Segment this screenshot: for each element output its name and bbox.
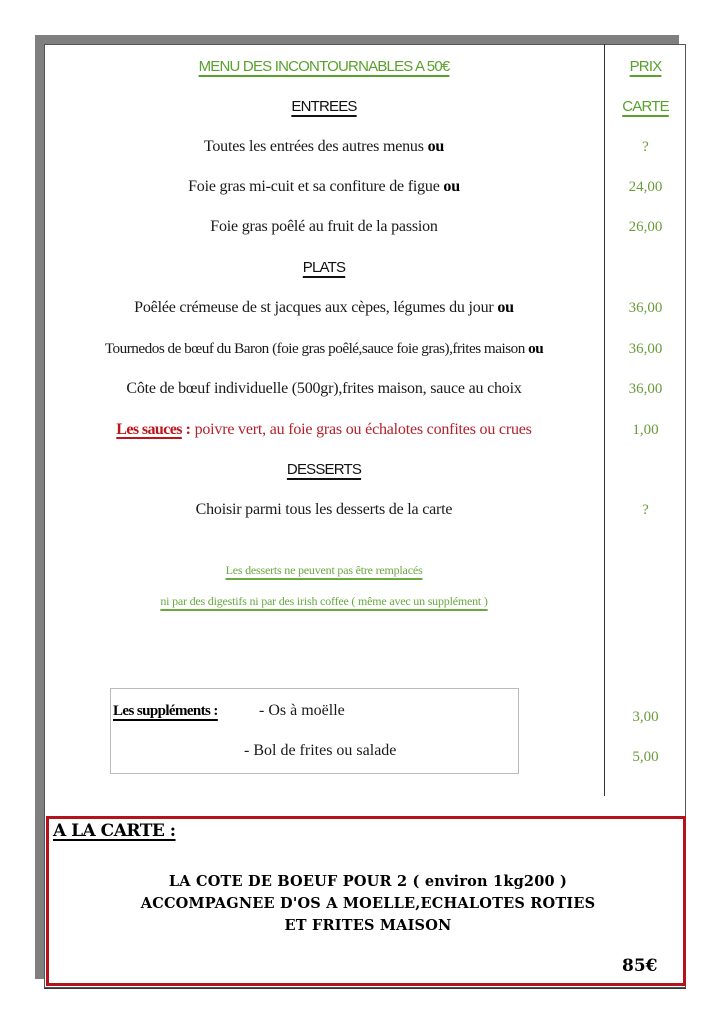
section-title-entrees: ENTREES <box>291 98 357 115</box>
price-column-divider <box>604 44 605 796</box>
supplements-label: Les suppléments : <box>113 703 218 719</box>
sauces-row: Les sauces : poivre vert, au foie gras ou échalotes confites ou crues <box>116 421 532 438</box>
a-la-carte-line: ACCOMPAGNEE D'OS A MOELLE,ECHALOTES ROTIES <box>140 895 596 912</box>
menu-item: Choisir parmi tous les desserts de la carte <box>195 501 453 518</box>
menu-item: Foie gras mi-cuit et sa confiture de figue ou <box>188 178 460 195</box>
supplement-item: - Bol de frites ou salade <box>244 742 397 759</box>
supplement-price: 3,00 <box>632 709 659 725</box>
item-price: 24,00 <box>628 179 663 195</box>
item-price: 36,00 <box>628 341 663 357</box>
a-la-carte-price: 85€ <box>622 956 658 976</box>
item-price: ? <box>642 139 649 155</box>
section-title-desserts: DESSERTS <box>286 461 362 478</box>
page-bottom-edge <box>44 988 686 989</box>
menu-title: MENU DES INCONTOURNABLES A 50€ <box>198 58 450 75</box>
menu-item: Toutes les entrées des autres menus ou <box>203 138 445 155</box>
a-la-carte-line: ET FRITES MAISON <box>284 917 452 934</box>
item-price: 36,00 <box>628 300 663 316</box>
section-title-plats: PLATS <box>302 259 346 276</box>
sauces-text: poivre vert, au foie gras ou échalotes confites ou crues <box>194 421 532 438</box>
sauces-price: 1,00 <box>632 422 659 438</box>
item-price: ? <box>642 502 649 518</box>
menu-item: Foie gras poêlé au fruit de la passion <box>210 218 438 235</box>
supplements-box <box>110 688 519 774</box>
menu-title-row <box>44 58 604 76</box>
desserts-note: ni par des digestifs ni par des irish coffee ( même avec un supplément ) <box>160 594 488 608</box>
supplement-item: - Os à moëlle <box>259 702 345 719</box>
item-price: 26,00 <box>628 219 663 235</box>
a-la-carte-line: LA COTE DE BOEUF POUR 2 ( environ 1kg200 ) <box>168 873 568 890</box>
price-header-prix: PRIX <box>629 58 662 75</box>
menu-item: Poêlée crémeuse de st jacques aux cèpes, légumes du jour ou <box>134 299 514 316</box>
sauces-label: Les sauces <box>116 421 182 438</box>
menu-item: Tournedos de bœuf du Baron (foie gras poêlé,sauce foie gras),frites maison ou <box>104 340 544 357</box>
item-price: 36,00 <box>628 381 663 397</box>
menu-item: Côte de bœuf individuelle (500gr),frites maison, sauce au choix <box>126 380 522 397</box>
supplement-price: 5,00 <box>632 749 659 765</box>
price-header-carte: CARTE <box>622 98 669 115</box>
a-la-carte-title: A LA CARTE : <box>53 821 176 841</box>
desserts-note: Les desserts ne peuvent pas être remplacés <box>225 563 423 577</box>
